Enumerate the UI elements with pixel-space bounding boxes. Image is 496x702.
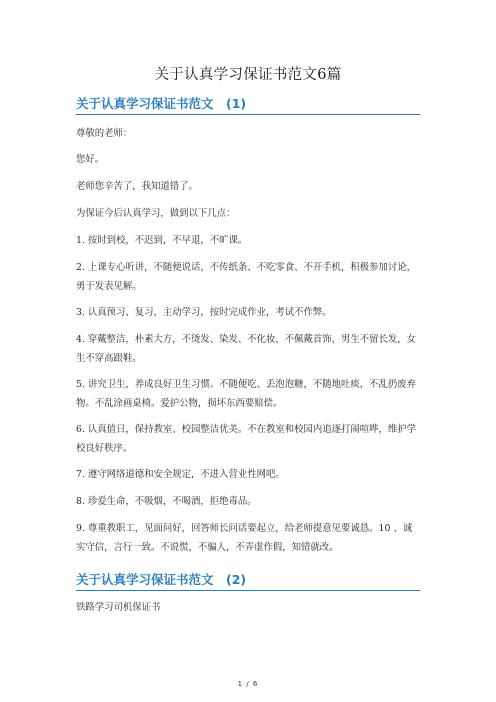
document-title: 关于认真学习保证书范文6篇	[154, 67, 342, 83]
list-item-2: 2. 上课专心听讲，不随便说话，不传纸条、不吃零食、不开手机，积极参加讨论，勇于发表见解。	[76, 262, 417, 292]
list-item-7: 7. 遵守网络道德和安全规定，不进入营业性网吧。	[76, 469, 285, 480]
list-item-8: 8. 珍爱生命，不吸烟，不喝酒，拒绝毒品。	[76, 496, 257, 507]
paragraph-section2-first: 铁路学习司机保证书	[76, 602, 161, 613]
paragraph-salutation: 尊敬的老师：	[76, 128, 133, 139]
paragraph-apology: 老师您辛苦了，我知道错了。	[76, 181, 198, 192]
list-item-4: 4. 穿戴整洁，朴素大方，不烫发、染发、不化妆，不佩戴首饰，男生不留长发，女生不穿高跟鞋。	[76, 334, 417, 364]
list-item-9: 9. 尊重教职工，见面问好，回答师长问话要起立，给老师提意见要诚恳。10 、诚实守信，言行一致。不说慌，不骗人，不弄虚作假，知错就改。	[76, 523, 413, 553]
section-heading-2: 关于认真学习保证书范文 (2)	[76, 572, 420, 591]
section-heading-1: 关于认真学习保证书范文 (1)	[76, 96, 420, 115]
paragraph-intro: 为保证今后认真学习，做到以下几点：	[76, 208, 236, 219]
page-number: 1 / 6	[237, 680, 259, 688]
list-item-6: 6. 认真值日，保持教室、校园整洁优美。不在教室和校园内追逐打闹喧哗，维护学校良好秩序。	[76, 424, 417, 454]
list-item-5: 5. 讲究卫生，养成良好卫生习惯。不随便吃、丢泡泡糖，不随地吐痰，不乱扔废弃物。不乱涂画桌椅。爱护公物，损坏东西要赔偿。	[76, 379, 417, 409]
paragraph-greeting: 您好。	[76, 154, 105, 165]
list-item-3: 3. 认真预习、复习，主动学习，按时完成作业，考试不作弊。	[76, 307, 332, 318]
list-item-1: 1. 按时到校，不迟到，不早退，不旷课。	[76, 235, 248, 246]
